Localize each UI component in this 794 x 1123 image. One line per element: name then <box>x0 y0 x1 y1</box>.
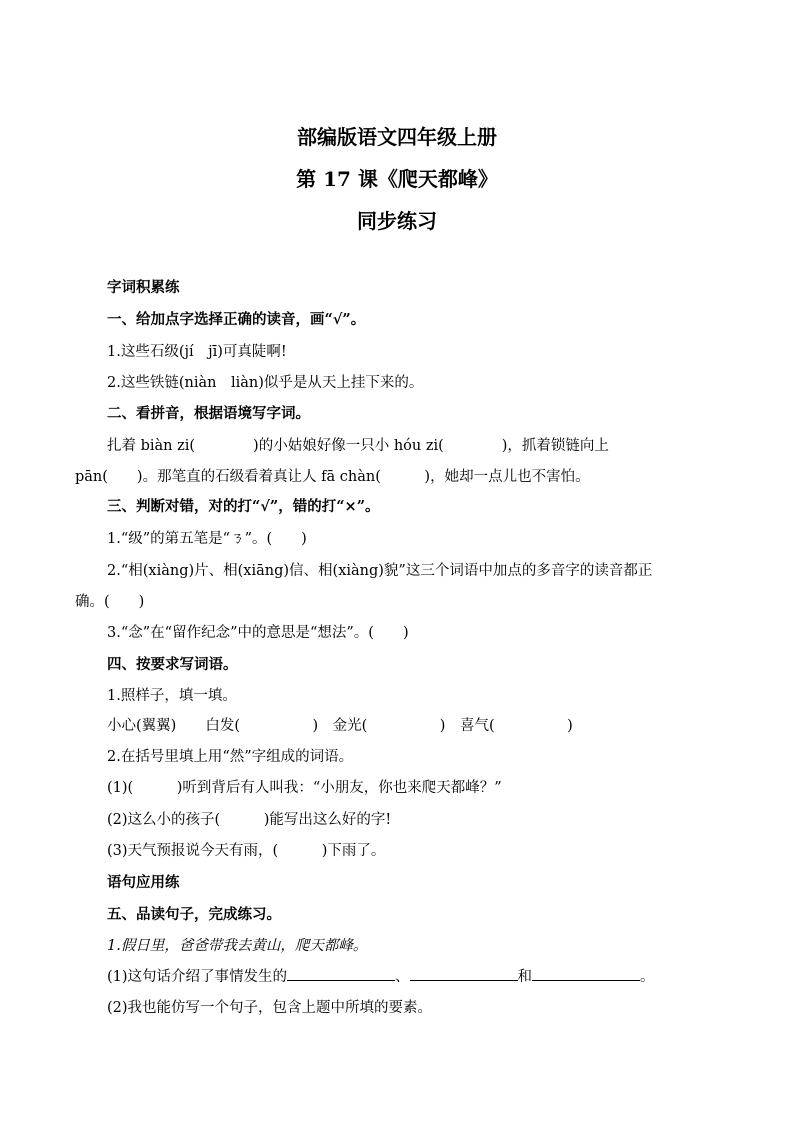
question-4-item-2: (2)这么小的孩子( )能写出这么好的字! <box>107 812 392 828</box>
question-1-title: 一、给加点字选择正确的读音，画“√”。 <box>107 311 366 328</box>
question-1-item-2: 2.这些铁链(niàn liàn)似乎是从天上挂下来的。 <box>107 375 424 391</box>
sentence-end: 。 <box>640 969 655 985</box>
question-2-title: 二、看拼音，根据语境写字词。 <box>107 405 310 422</box>
question-4-item-3: (3)天气预报说今天有雨，( )下雨了。 <box>107 843 386 859</box>
question-4-title: 四、按要求写词语。 <box>107 656 238 673</box>
question-4-example-row: 小心(翼翼) 白发( ) 金光( ) 喜气( ) <box>107 718 573 734</box>
separator-comma: 、 <box>395 969 410 985</box>
question-4-part-2: 2.在括号里填上用“然”字组成的词语。 <box>107 749 354 765</box>
question-3-item-2: 2.“相(xiàng)片、相(xiāng)信、相(xiàng)貌”这三个词语中加点的多音字的读音都正 <box>107 563 653 579</box>
question-5-sentence: 1.假日里，爸爸带我去黄山，爬天都峰。 <box>107 938 368 954</box>
question-5-item-1-prefix: (1)这句话介绍了事情发生的 <box>107 969 288 985</box>
answer-blank-1[interactable] <box>287 979 395 981</box>
answer-blank-3[interactable] <box>532 979 640 981</box>
question-3-item-1: 1.“级”的第五笔是“ㄋ”。( ) <box>107 531 307 547</box>
answer-blank-2[interactable] <box>410 979 518 981</box>
question-4-part-1: 1.照样子，填一填。 <box>107 688 237 704</box>
question-5-item-1 <box>107 965 727 986</box>
question-2-line-1: 扎着 biàn zi( )的小姑娘好像一只小 hóu zi( )，抓着锁链向上 <box>107 438 609 454</box>
question-3-title: 三、判断对错，对的打“√”，错的打“×”。 <box>107 498 380 515</box>
question-2-line-2: pān( )。那笔直的石级看着真让人 fā chàn( )，她却一点儿也不害怕。 <box>75 469 590 485</box>
question-1-item-1: 1.这些石级(jí jī)可真陡啊! <box>107 344 287 360</box>
sentence-section-heading: 语句应用练 <box>107 874 180 891</box>
question-4-item-1: (1)( )听到背后有人叫我：“小朋友，你也来爬天都峰？” <box>107 780 502 796</box>
question-5-title: 五、品读句子，完成练习。 <box>107 906 281 923</box>
worksheet-subtitle: 同步练习 <box>357 209 437 233</box>
vocab-section-heading: 字词积累练 <box>107 279 180 296</box>
question-5-item-2: (2)我也能仿写一个句子，包含上题中所填的要素。 <box>107 1000 433 1016</box>
question-3-item-3: 3.“念”在“留作纪念”中的意思是“想法”。( ) <box>107 625 409 641</box>
separator-and: 和 <box>517 969 533 985</box>
worksheet-title: 部编版语文四年级上册 <box>297 125 497 149</box>
question-3-item-2-cont: 确。( ) <box>75 594 145 610</box>
lesson-title: 第 17 课《爬天都峰》 <box>296 167 498 191</box>
